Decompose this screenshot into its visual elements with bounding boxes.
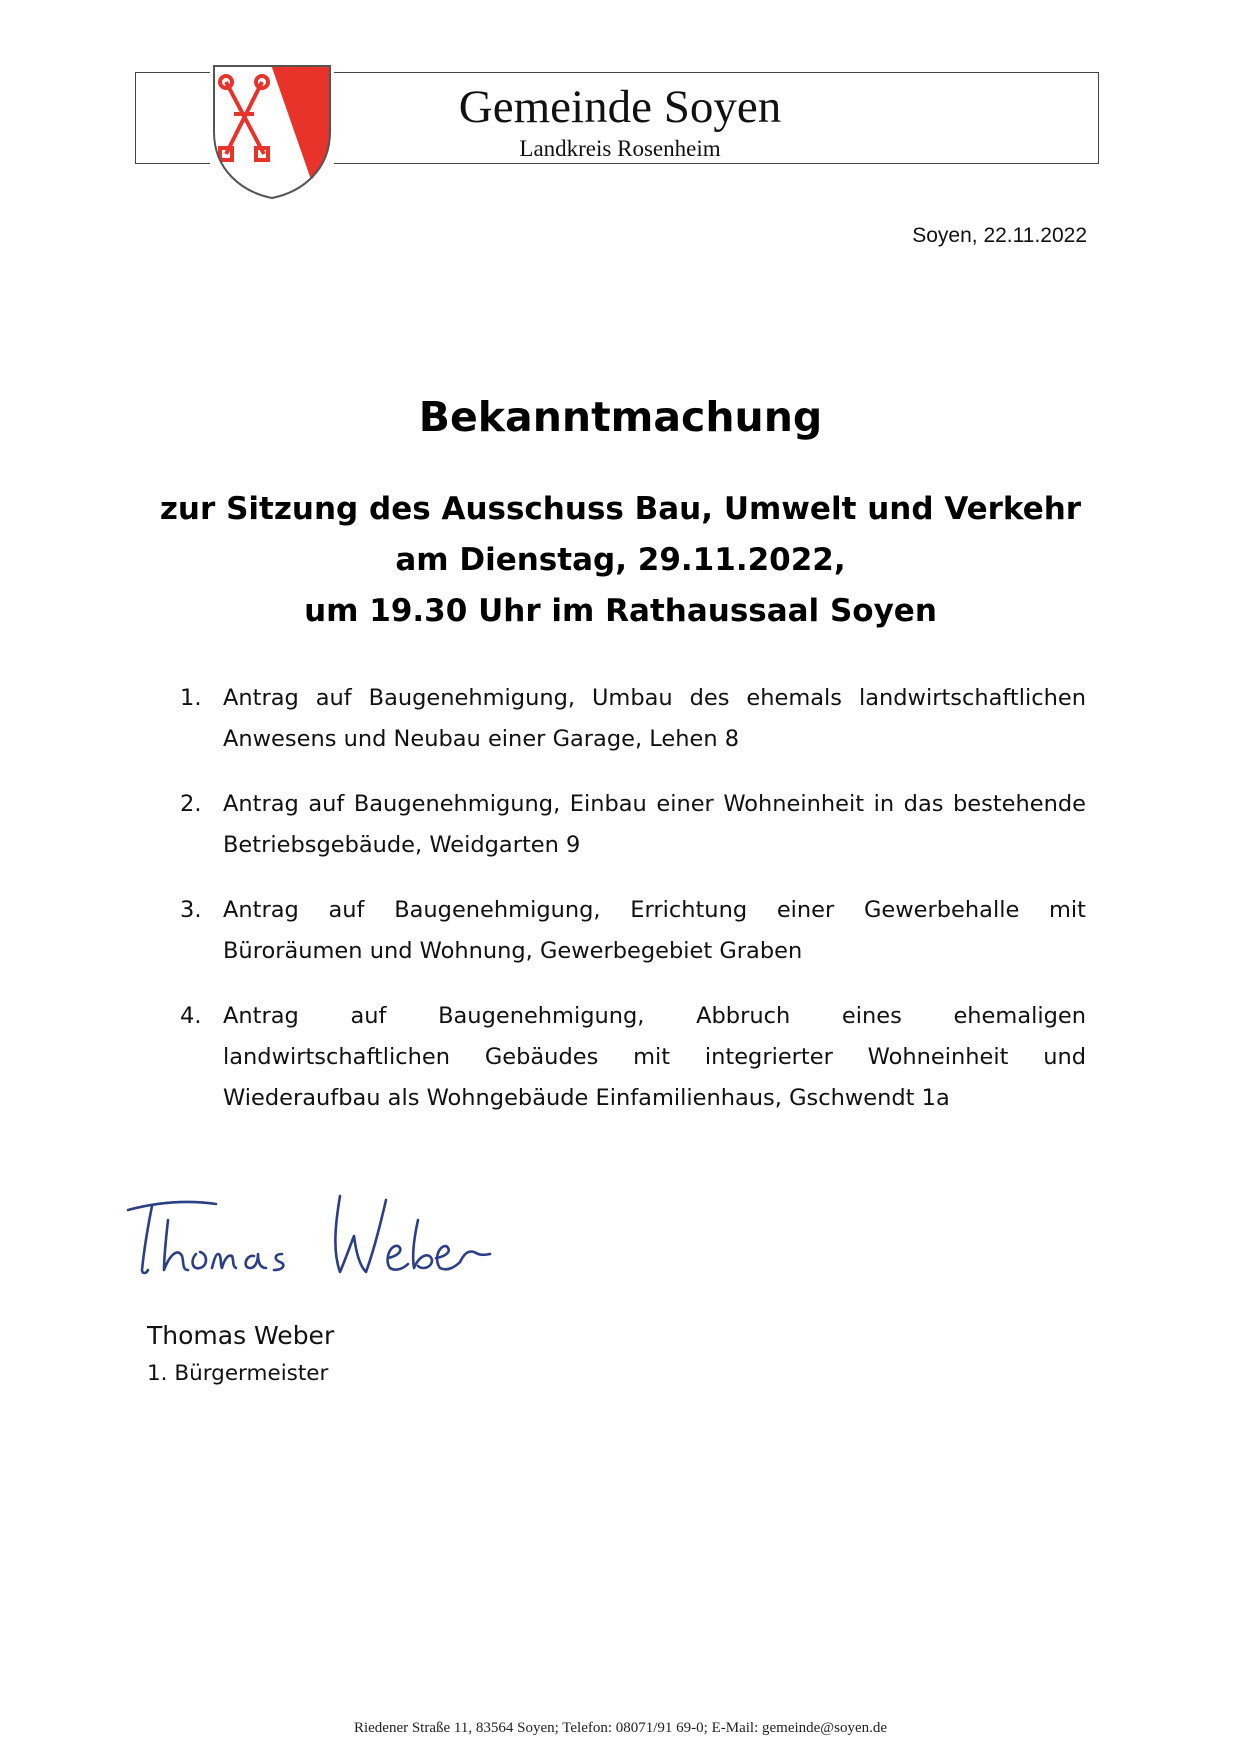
coat-of-arms-icon [210, 62, 334, 200]
agenda-item [180, 678, 1086, 760]
meeting-details [0, 484, 1241, 637]
agenda-item [180, 890, 1086, 972]
date-line: Soyen, 22.11.2022 [912, 224, 1087, 247]
agenda-item-text: Antrag auf Baugenehmigung, Einbau einer Wohneinheit in das bestehende Betriebsgebäude, Weidgarten 9 [223, 791, 1086, 858]
signer-name: Thomas Weber [147, 1321, 335, 1350]
agenda-item-number: 4. [180, 1003, 202, 1029]
agenda-item-text: Antrag auf Baugenehmigung, Errichtung einer Gewerbehalle mit Büroräumen und Wohnung, Gewerbegebiet Graben [223, 897, 1086, 964]
agenda-item [180, 996, 1086, 1119]
agenda-item-number: 1. [180, 685, 202, 711]
municipality-name: Gemeinde Soyen [458, 81, 782, 133]
footer-contact: Riedener Straße 11, 83564 Soyen; Telefon: 08071/91 69-0; E-Mail: gemeinde@soyen.de [353, 1720, 888, 1736]
agenda-item-number: 2. [180, 791, 202, 817]
document-title: Bekanntmachung [418, 393, 823, 441]
handwritten-signature [118, 1180, 538, 1295]
agenda-item-text: Antrag auf Baugenehmigung, Abbruch eines ehemaligen landwirtschaftlichen Gebäudes mit integrierter Wohneinheit und Wiederaufbau als Wohngebäude Einfamilienhaus, Gschwendt 1a [223, 1003, 1086, 1111]
meeting-time-place: um 19.30 Uhr im Rathaussaal Soyen [304, 593, 937, 629]
district-name: Landkreis Rosenheim [519, 136, 721, 161]
agenda-list [180, 678, 1086, 1143]
meeting-date: am Dienstag, 29.11.2022, [395, 542, 846, 578]
agenda-item-number: 3. [180, 897, 202, 923]
agenda-item-text: Antrag auf Baugenehmigung, Umbau des ehemals landwirtschaftlichen Anwesens und Neubau einer Garage, Lehen 8 [223, 685, 1086, 752]
agenda-item [180, 784, 1086, 866]
signer-role: 1. Bürgermeister [147, 1361, 329, 1386]
meeting-committee: zur Sitzung des Ausschuss Bau, Umwelt und Verkehr [159, 491, 1082, 527]
